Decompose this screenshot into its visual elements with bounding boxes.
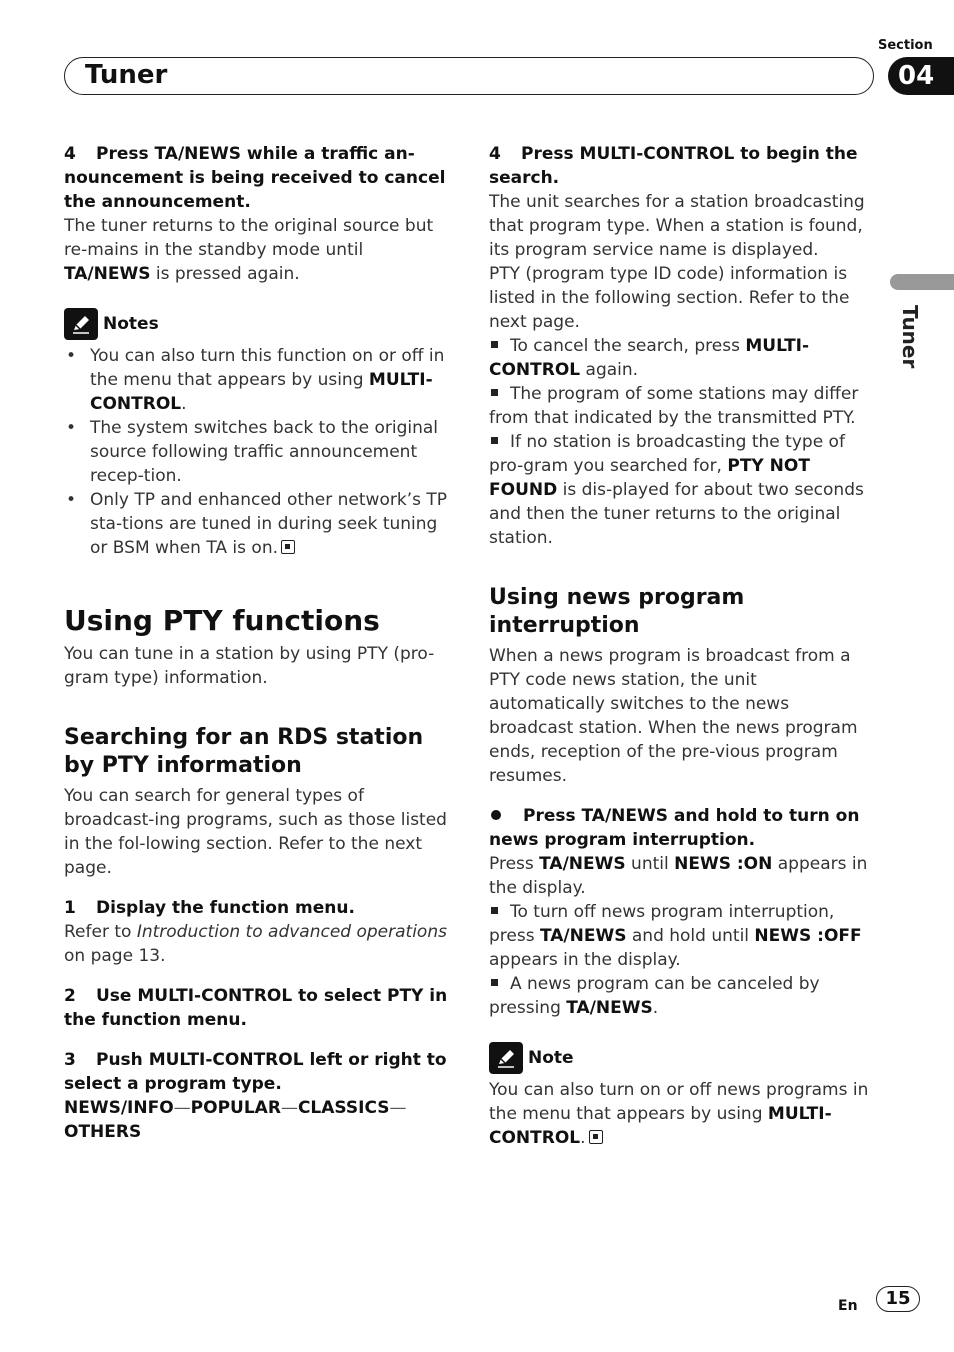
body-text: appears in the display. [489, 950, 681, 970]
body-text: . [652, 998, 659, 1018]
display-message: PTY NOT FOUND [489, 456, 810, 500]
language-label: En [838, 1298, 858, 1314]
list-item [64, 488, 450, 560]
round-bullet-icon [491, 810, 501, 820]
notes-heading [64, 308, 450, 340]
list-item [64, 344, 450, 416]
news-heading: Using news program interruption [489, 585, 745, 638]
body-text: until [625, 854, 675, 874]
key-label: TA/NEWS [64, 264, 151, 284]
body-text: The program of some stations may differ from that indicated by the transmitted PTY. [489, 384, 859, 428]
note-text: Only TP and enhanced other network’s TP sta-tions are tuned in during seek tuning or BSM when TA is on. [90, 490, 447, 558]
body-text: A news program can be canceled by pressing [489, 974, 820, 1018]
note-text: . [580, 1128, 586, 1148]
section-label: Section [878, 38, 933, 53]
pencil-note-icon [489, 1042, 523, 1074]
body-text: The tuner returns to the original source but re-mains in the standby mode until [64, 216, 434, 260]
step-4-body [64, 214, 450, 286]
key-label: TA/NEWS [539, 854, 626, 874]
body-text: appears in the display. [489, 854, 868, 898]
body-text: Press [489, 854, 540, 874]
key-label: TA/NEWS [539, 926, 627, 946]
step-2-heading [64, 984, 450, 1032]
note-text: You can also turn on or off news programs in the menu that appears by using [489, 1080, 869, 1124]
header-bar [64, 57, 874, 95]
key-label: MULTI-CONTROL [489, 336, 810, 380]
body-text: To cancel the search, press [510, 336, 746, 356]
body-text: Refer to [64, 922, 137, 942]
display-message: NEWS :OFF [754, 926, 862, 946]
program-type: POPULAR [190, 1098, 281, 1118]
program-type: OTHERS [64, 1122, 142, 1142]
news-step-body [489, 852, 877, 900]
key-label: MULTI-CONTROL [90, 370, 433, 414]
program-type: CLASSICS [297, 1098, 390, 1118]
section-number: 04 [888, 57, 954, 95]
page-number: 15 [876, 1286, 920, 1312]
key-label: MULTI-CONTROL [489, 1104, 832, 1148]
left-column [64, 140, 450, 1144]
pty-heading: Using PTY functions [64, 604, 380, 637]
news-step-heading [489, 804, 877, 852]
step-text: Use MULTI-CONTROL to select PTY in the function menu. [64, 986, 448, 1030]
key-label: TA/NEWS [566, 998, 653, 1018]
pencil-note-icon [64, 308, 98, 340]
separator: — [280, 1098, 298, 1118]
reference-title: Introduction to advanced operations [136, 922, 447, 942]
note-text: The system switches back to the original source following traffic announcement recep-tion. [90, 418, 438, 486]
search-body-1: The unit searches for a station broadcasting that program type. When a station is found, its program service name is displayed. [489, 192, 865, 260]
body-text: again. [580, 360, 639, 380]
right-column [489, 140, 877, 1150]
bullet-cancel-search [489, 334, 877, 382]
side-tab-marker [890, 274, 954, 290]
note-text: . [181, 394, 187, 414]
step-number: 4 [489, 144, 501, 164]
separator: — [389, 1098, 407, 1118]
body-text: on page 13. [64, 946, 166, 966]
notes-title: Notes [103, 314, 159, 334]
end-mark-icon [281, 540, 295, 554]
step-1-body [64, 920, 450, 968]
step-1-heading [64, 896, 450, 920]
step-number: 3 [64, 1050, 76, 1070]
note-body [489, 1078, 877, 1150]
search-intro: You can search for general types of broadcast-ing programs, such as those listed in the fol-lowing section. Refer to the next page. [64, 786, 447, 878]
step-number: 2 [64, 986, 76, 1006]
pty-intro: You can tune in a station by using PTY (pro-gram type) information. [64, 644, 435, 688]
square-bullet-icon [491, 389, 498, 396]
program-type-sequence [64, 1096, 450, 1144]
search-body-2: PTY (program type ID code) information is listed in the following section. Refer to the next page. [489, 264, 850, 332]
end-mark-icon [589, 1130, 603, 1144]
body-text: If no station is broadcasting the type of pro-gram you searched for, [489, 432, 845, 476]
body-text: and hold until [626, 926, 755, 946]
step-text: Press MULTI-CONTROL to begin the search. [489, 144, 858, 188]
bullet-cancel-news [489, 972, 877, 1020]
step-4-search-heading [489, 142, 877, 190]
body-text: To turn off news program interruption, press [489, 902, 835, 946]
program-type: NEWS/INFO [64, 1098, 174, 1118]
page-title: Tuner [85, 60, 168, 90]
separator: — [173, 1098, 191, 1118]
square-bullet-icon [491, 979, 498, 986]
step-text: Press TA/NEWS while a traffic an-nouncement is being received to cancel the announcement. [64, 144, 446, 212]
body-text: is pressed again. [150, 264, 300, 284]
step-number: 4 [64, 144, 76, 164]
square-bullet-icon [491, 907, 498, 914]
note-heading [489, 1042, 877, 1074]
notes-list [64, 344, 450, 560]
note-title: Note [528, 1048, 574, 1068]
step-4-heading [64, 142, 450, 214]
step-text: Display the function menu. [96, 898, 355, 918]
square-bullet-icon [491, 341, 498, 348]
step-text: Press TA/NEWS and hold to turn on news program interruption. [489, 806, 860, 850]
bullet-program-differ [489, 382, 877, 430]
step-text: Push MULTI-CONTROL left or right to select a program type. [64, 1050, 447, 1094]
display-message: NEWS :ON [674, 854, 773, 874]
body-text: is dis-played for about two seconds and then the tuner returns to the original station. [489, 480, 864, 548]
side-label: Tuner [898, 305, 922, 369]
news-intro: When a news program is broadcast from a PTY code news station, the unit automatically switches to the news broadcast station. When the news program ends, reception of the pre-vious program resumes. [489, 646, 858, 786]
square-bullet-icon [491, 437, 498, 444]
bullet-no-station [489, 430, 877, 550]
step-3-heading [64, 1048, 450, 1096]
list-item [64, 416, 450, 488]
search-heading: Searching for an RDS station by PTY information [64, 725, 424, 778]
step-number: 1 [64, 898, 76, 918]
note-text: You can also turn this function on or off in the menu that appears by using [90, 346, 445, 390]
bullet-turn-off-news [489, 900, 877, 972]
